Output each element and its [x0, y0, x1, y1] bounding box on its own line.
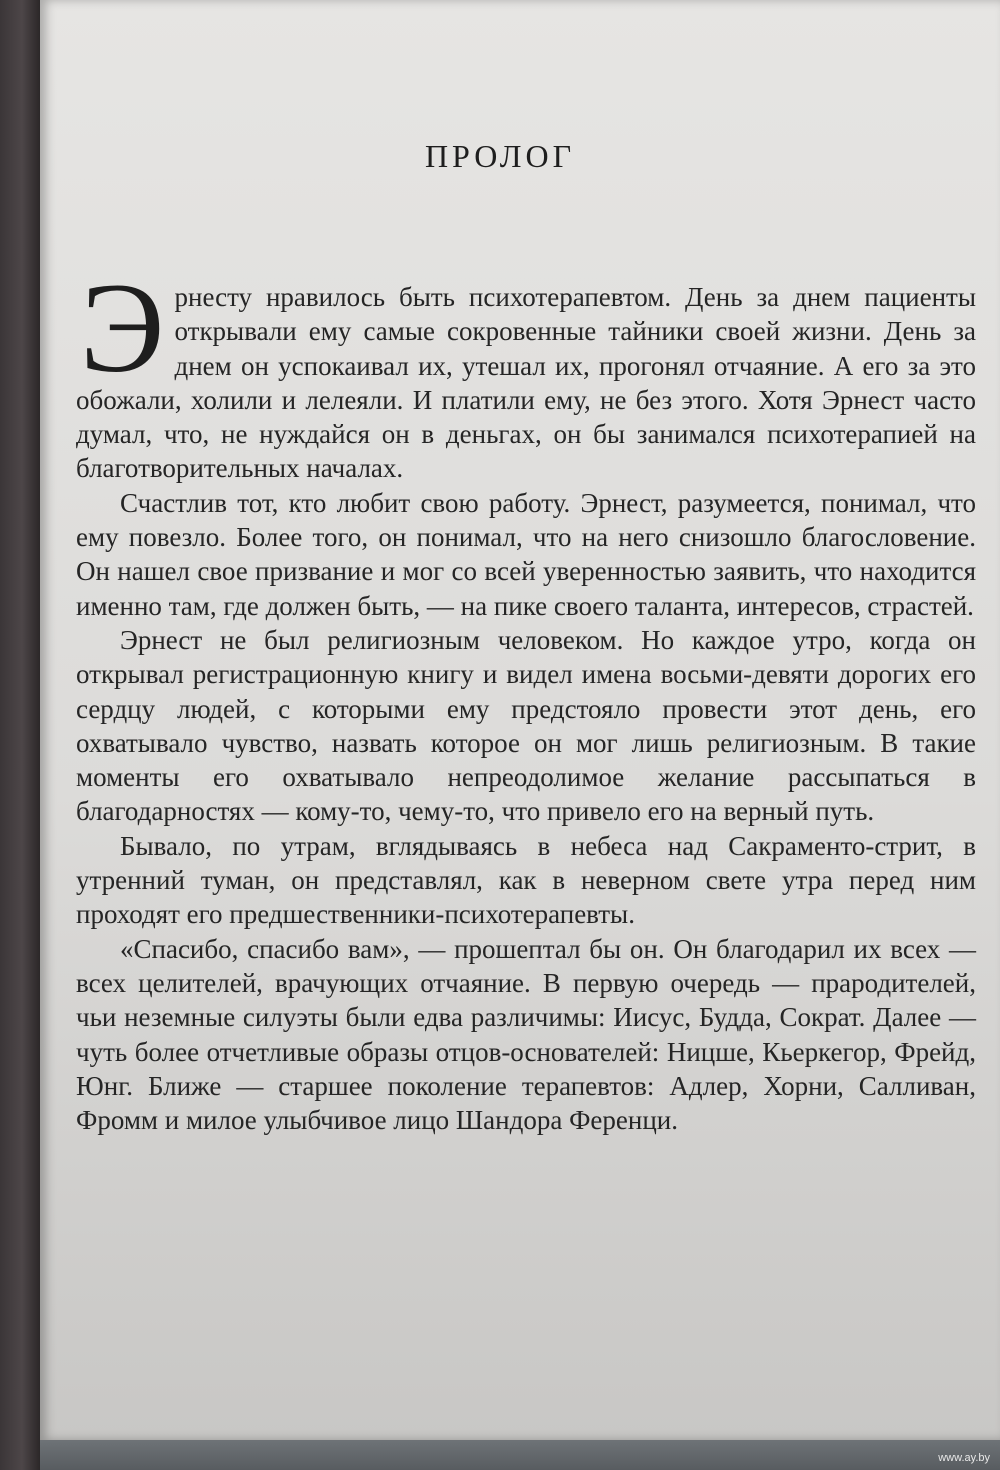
paragraph-4: Бывало, по утрам, вглядываясь в небеса над Сакраменто-стрит, в утренний туман, он представлял, как в неверном свете утра перед ним проходят его предшественники-психотерапевты. — [76, 830, 976, 930]
paragraph-1 — [76, 257, 976, 486]
body-text — [76, 257, 976, 1137]
book-spine-shadow — [0, 0, 40, 1470]
drop-cap: Э — [80, 257, 165, 399]
paragraph-1-text: рнесту нравилось быть психотерапевтом. День за днем пациенты открывали ему самые сокровенные тайники своей жизни. День за днем он успокаивал их, утешал их, прогонял отчаяние. А его за это обожали, холили и лелеяли. И платили ему, не без этого. Хотя Эрнест часто думал, что, не нуждайся он в деньгах, он бы занимался психотерапией на благотворительных началах. — [76, 282, 976, 484]
page-bottom-edge — [40, 1440, 1000, 1470]
paragraph-2: Счастлив тот, кто любит свою работу. Эрнест, разумеется, понимал, что ему повезло. Более того, он понимал, что на него снизошло благословение. Он нашел свое призвание и мог со всей уверенностью заявить, что находится именно там, где должен быть, — на пике своего таланта, интересов, страстей. — [76, 487, 976, 621]
paragraph-5: «Спасибо, спасибо вам», — прошептал бы он. Он благодарил их всех — всех целителей, врачующих отчаяние. В первую очередь — прародителей, чьи неземные силуэты были едва различимы: Иисус, Будда, Сократ. Далее — чуть более отчетливые образы отцов-основателей: Ницше, Кьеркегор, Фрейд, Юнг. Ближе — старшее поколение терапевтов: Адлер, Хорни, Салливан, Фромм и милое улыбчивое лицо Шандора Ференци. — [76, 933, 976, 1136]
paragraph-3: Эрнест не был религиозным человеком. Но каждое утро, когда он открывал регистрационную книгу и видел имена восьми-девяти дорогих его сердцу людей, с которыми ему предстояло провести этот день, его охватывало чувство, назвать которое он мог лишь религиозным. В такие моменты его охватывало непреодолимое желание рассыпаться в благодарностях — кому-то, чему-то, что привело его на верный путь. — [76, 624, 976, 827]
watermark: www.ay.by — [938, 1452, 990, 1464]
chapter-title: ПРОЛОГ — [424, 138, 576, 174]
